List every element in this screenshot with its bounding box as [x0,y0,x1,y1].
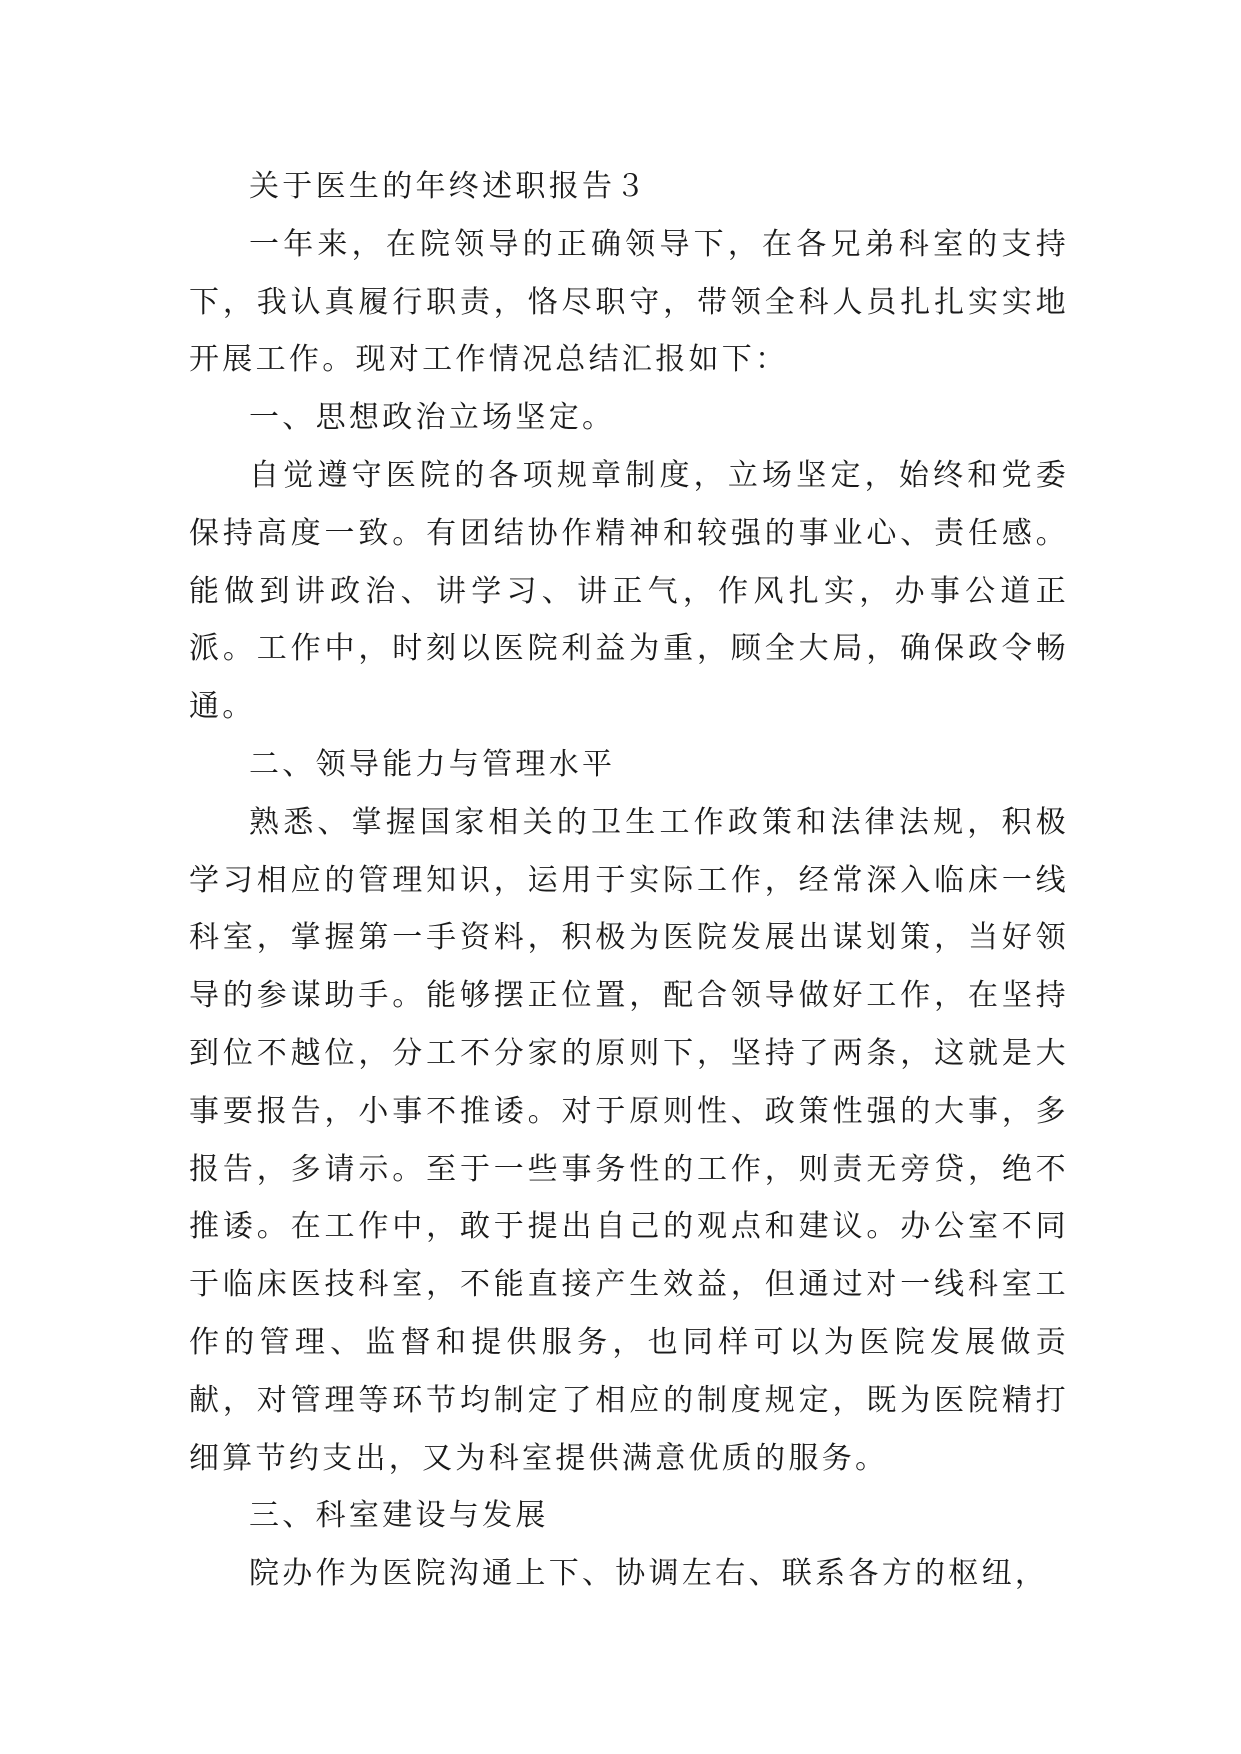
paragraph-section-3: 院办作为医院沟通上下、协调左右、联系各方的枢纽， [249,1556,1049,1592]
document-body [189,158,1069,1603]
section-heading-3: 三、科室建设与发展 [249,1498,549,1534]
section-heading-1: 一、思想政治立场坚定。 [249,400,616,436]
paragraph-section-1: 自觉遵守医院的各项规章制度，立场坚定，始终和党委保持高度一致。有团结协作精神和较强的事业心、责任感。能做到讲政治、讲学习、讲正气，作风扎实，办事公道正派。工作中，时刻以医院利益为重，顾全大局，确保政令畅通。 [189,457,1069,725]
section-heading-2: 二、领导能力与管理水平 [249,746,616,782]
paragraph-intro: 一年来，在院领导的正确领导下，在各兄弟科室的支持下，我认真履行职责，恪尽职守，带领全科人员扎扎实实地开展工作。现对工作情况总结汇报如下： [189,226,1069,378]
paragraph-section-2: 熟悉、掌握国家相关的卫生工作政策和法律法规，积极学习相应的管理知识，运用于实际工作，经常深入临床一线科室，掌握第一手资料，积极为医院发展出谋划策，当好领导的参谋助手。能够摆正位置，配合领导做好工作，在坚持到位不越位，分工不分家的原则下，坚持了两条，这就是大事要报告，小事不推诿。对于原则性、政策性强的大事，多报告，多请示。至于一些事务性的工作，则责无旁贷，绝不推诿。在工作中，敢于提出自己的观点和建议。办公室不同于临床医技科室，不能直接产生效益，但通过对一线科室工作的管理、监督和提供服务，也同样可以为医院发展做贡献，对管理等环节均制定了相应的制度规定，既为医院精打细算节约支出，又为科室提供满意优质的服务。 [189,804,1069,1476]
document-title: 关于医生的年终述职报告３ [249,169,649,204]
